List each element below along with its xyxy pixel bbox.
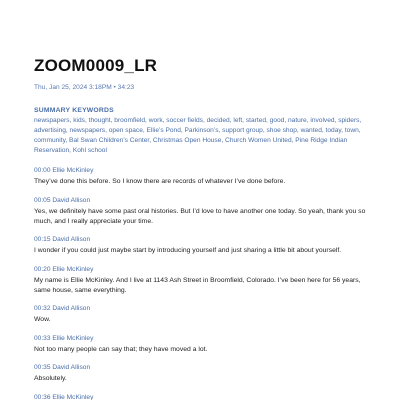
transcript-entry-header	[34, 196, 374, 205]
transcript-entry-text: My name is Ellie McKinley. And I live at 1143 Ash Street in Broomfield, Colorado. I’ve been here for 56 years, same house, same everything.	[34, 276, 361, 294]
speaker-name: Ellie McKinley	[52, 393, 94, 400]
speaker-name: David Allison	[52, 236, 91, 243]
summary-keywords-heading: SUMMARY KEYWORDS	[34, 107, 114, 114]
timestamp: 00:36	[34, 393, 51, 400]
speaker-name: David Allison	[52, 196, 91, 204]
transcript-entry-text: I wonder if you could just maybe start by introducing yourself and just sharing a little bit about yourself.	[34, 247, 342, 254]
speaker-name: David Allison	[52, 364, 91, 371]
timestamp: 00:20	[34, 265, 51, 273]
transcript-entry-text: Not too many people can say that; they have moved a lot.	[34, 345, 208, 353]
transcript-entry	[34, 393, 374, 400]
speaker-name: David Allison	[52, 305, 91, 312]
transcript-entry-text: Yes, we definitely have some past oral histories. But I’d love to have another one today. So yeah, thank you so much, and I really appreciate your time.	[34, 207, 366, 225]
transcript-entry-header	[34, 363, 374, 372]
document-content	[34, 55, 374, 400]
transcript-entry-text: They’ve done this before. So I know there are records of whatever I’ve done before.	[34, 178, 286, 185]
timestamp: 00:05	[34, 196, 51, 204]
transcript-entry	[34, 363, 374, 384]
timestamp: 00:35	[34, 364, 51, 371]
transcript-entry-header	[34, 166, 374, 175]
transcript-entry	[34, 304, 374, 325]
timestamp: 00:00	[34, 167, 51, 174]
transcript-entry	[34, 265, 374, 296]
transcript-entry	[34, 334, 374, 355]
transcript-entry-header	[34, 304, 374, 313]
transcript-entry-header	[34, 265, 374, 274]
transcript-entry	[34, 166, 374, 187]
document-date-duration: Thu, Jan 25, 2024 3:18PM • 34:23	[34, 84, 135, 91]
transcript-entry-header	[34, 235, 374, 244]
timestamp: 00:33	[34, 334, 51, 342]
timestamp: 00:32	[34, 305, 51, 312]
timestamp: 00:15	[34, 236, 51, 243]
transcript-entry	[34, 235, 374, 256]
speaker-name: Ellie McKinley	[52, 167, 94, 174]
speaker-name: Ellie McKinley	[52, 334, 94, 342]
speaker-name: Ellie McKinley	[52, 265, 94, 273]
document-title: ZOOM0009_LR	[34, 56, 158, 75]
transcript-entry-text: Absolutely.	[34, 375, 67, 382]
transcript	[34, 166, 374, 400]
transcript-entry-text: Wow.	[34, 316, 51, 323]
transcript-entry-header	[34, 393, 374, 400]
transcript-entry-header	[34, 334, 374, 343]
summary-keywords-list: newspapers, kids, thought, broomfield, work, soccer fields, decided, left, started, good, nature, involved, spiders, advertising, newspapers, open space, Ellie’s Pond, Parkinson’s, support group, shoe shop, wanted, today, town, community, Bal Swan Children’s Center, Christmas Open House, Church Women United, Pine Ridge Indian Reservation, Kohl school	[34, 117, 362, 154]
transcript-entry	[34, 196, 374, 227]
